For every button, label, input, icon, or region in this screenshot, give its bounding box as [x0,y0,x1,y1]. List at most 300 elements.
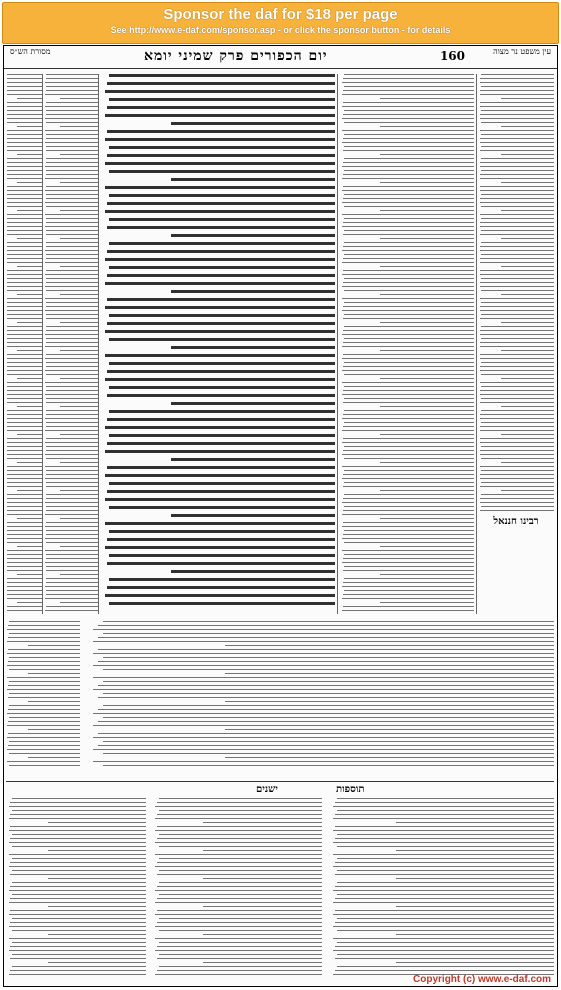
text-line [109,98,335,101]
text-lines [100,74,335,605]
text-line [157,922,322,923]
text-lines [6,621,80,766]
text-line [9,693,80,694]
text-line [7,594,42,595]
text-line [157,826,322,827]
text-line [105,90,335,93]
text-line [12,810,146,811]
text-line [103,705,554,706]
text-line [45,586,98,587]
text-line [7,290,42,291]
text-line [9,669,80,670]
text-line [337,870,554,871]
text-line [9,842,146,843]
text-line [17,378,42,379]
text-line [7,542,42,543]
text-line [93,665,554,666]
text-line [7,498,42,499]
text-line [480,310,554,311]
text-line [157,946,322,947]
text-line [7,430,42,431]
text-line [333,818,554,819]
text-line [103,681,554,682]
text-line [203,822,322,823]
text-line [46,410,98,411]
text-line [60,490,98,491]
text-line [7,522,42,523]
text-line [46,542,98,543]
text-line [46,102,98,103]
text-line [501,294,554,295]
text-line [7,90,42,91]
text-line [109,506,335,509]
text-line [343,186,474,187]
text-line [501,350,554,351]
text-line [342,250,474,251]
text-line [380,294,475,295]
text-line [10,970,146,971]
text-line [342,478,474,479]
text-line [342,82,474,83]
text-line [8,733,80,734]
text-line [105,210,335,213]
text-line [48,850,146,851]
text-line [157,970,322,971]
text-line [7,665,80,666]
copyright-notice[interactable]: Copyright (c) www.e-daf.com [413,974,551,985]
text-line [333,902,554,903]
text-line [225,757,554,758]
right-margin-notes [478,74,554,614]
text-line [46,438,98,439]
text-line [7,214,42,215]
text-line [7,258,42,259]
text-line [157,874,322,875]
text-line [107,586,335,589]
text-line [7,166,42,167]
text-line [45,430,98,431]
text-line [46,486,98,487]
text-line [7,653,80,654]
text-line [7,562,42,563]
text-line [109,554,335,557]
text-line [481,446,554,447]
text-line [7,298,42,299]
rabbeinu-chananel-header: רבינו חננאל [493,516,539,527]
text-line [107,154,335,157]
text-line [344,122,474,123]
text-line [7,442,42,443]
text-line [480,222,554,223]
text-line [10,898,146,899]
text-line [342,190,474,191]
text-line [481,158,554,159]
text-line [46,318,98,319]
text-line [7,122,42,123]
text-line [480,198,554,199]
text-line [344,422,474,423]
text-line [93,725,554,726]
text-line [501,98,554,99]
text-line [159,810,322,811]
text-line [7,474,42,475]
text-line [344,194,474,195]
sponsor-subtitle[interactable]: See http://www.e-daf.com/sponsor.asp - or click the sponsor button - for details [110,25,451,35]
text-lines [152,798,322,975]
text-line [342,130,474,131]
text-line [337,942,554,943]
text-line [343,162,474,163]
text-line [343,510,474,511]
text-line [28,729,80,730]
text-line [155,938,322,939]
text-line [155,830,322,831]
text-line [93,713,554,714]
lower-left-commentary [6,621,80,771]
text-line [46,362,98,363]
text-line [109,338,335,341]
text-line [343,366,474,367]
text-line [7,554,42,555]
text-line [107,250,335,253]
text-line [171,234,336,237]
text-line [46,530,98,531]
text-line [480,82,554,83]
text-line [9,974,146,975]
text-line [481,242,554,243]
text-line [155,842,322,843]
text-line [344,530,474,531]
text-line [45,538,98,539]
text-line [46,242,98,243]
text-line [7,418,42,419]
text-line [46,110,98,111]
text-line [481,134,554,135]
text-lines [339,74,474,611]
text-line [17,98,42,99]
text-line [7,530,42,531]
text-line [335,946,554,947]
text-line [107,490,335,493]
text-line [9,938,146,939]
text-line [342,286,474,287]
text-line [46,194,98,195]
text-line [8,625,80,626]
text-line [335,862,554,863]
page-title: יום הכפורים פרק שמיני יומא [144,48,328,64]
text-line [45,442,98,443]
column-divider [42,74,43,614]
text-line [343,114,474,115]
text-line [396,962,554,963]
text-line [480,246,554,247]
text-line [344,146,474,147]
text-line [481,374,554,375]
text-line [501,182,554,183]
text-line [480,250,554,251]
text-line [9,926,146,927]
text-line [48,878,146,879]
text-line [480,150,554,151]
text-line [109,482,335,485]
text-line [107,562,335,565]
text-line [7,150,42,151]
text-line [46,570,98,571]
text-line [225,701,554,702]
text-line [7,310,42,311]
text-line [46,158,98,159]
text-line [342,466,474,467]
text-line [7,749,80,750]
text-line [105,282,335,285]
text-line [7,242,42,243]
text-line [335,922,554,923]
text-line [7,130,42,131]
text-line [480,334,554,335]
text-line [46,450,98,451]
text-line [333,842,554,843]
text-line [7,398,42,399]
text-line [46,230,98,231]
text-line [171,346,336,349]
text-line [9,830,146,831]
text-line [45,202,98,203]
text-line [98,649,554,650]
text-line [8,661,80,662]
text-line [501,406,554,407]
text-line [343,282,474,283]
text-line [159,870,322,871]
text-line [344,242,474,243]
text-line [46,326,98,327]
text-line [342,142,474,143]
text-line [107,538,335,541]
footer-column [328,798,554,978]
text-line [480,510,554,511]
text-line [7,114,42,115]
text-line [171,290,336,293]
text-line [9,765,80,766]
text-line [60,322,98,323]
text-line [105,138,335,141]
text-line [45,418,98,419]
text-line [105,378,335,381]
text-line [342,334,474,335]
text-line [7,178,42,179]
text-line [105,498,335,501]
text-line [171,570,336,573]
text-line [9,705,80,706]
text-line [109,170,335,173]
text-lines [478,74,554,514]
text-line [155,914,322,915]
column-divider [476,74,477,614]
text-line [46,90,98,91]
footer-column [6,798,146,978]
text-line [46,270,98,271]
text-line [481,458,554,459]
text-line [98,721,554,722]
text-line [159,930,322,931]
text-line [396,878,554,879]
text-lines [44,74,98,611]
text-line [45,382,98,383]
text-line [343,354,474,355]
text-line [45,166,98,167]
text-line [7,606,42,607]
text-line [7,558,42,559]
text-line [480,274,554,275]
text-line [9,950,146,951]
text-line [7,450,42,451]
text-line [109,218,335,221]
text-line [155,806,322,807]
sponsor-banner[interactable] [2,2,559,44]
text-line [46,218,98,219]
text-line [171,402,336,405]
text-line [480,474,554,475]
text-lines [84,621,554,766]
text-line [501,266,554,267]
text-line [342,382,474,383]
text-line [46,306,98,307]
text-line [481,338,554,339]
text-line [103,753,554,754]
text-line [7,278,42,279]
text-line [46,206,98,207]
text-line [225,673,554,674]
column-divider [337,74,338,614]
text-line [343,246,474,247]
text-line [7,390,42,391]
text-line [343,558,474,559]
text-line [342,298,474,299]
text-line [155,902,322,903]
text-line [344,254,474,255]
text-line [155,926,322,927]
text-line [17,574,42,575]
text-line [480,142,554,143]
text-line [10,826,146,827]
text-line [45,370,98,371]
text-line [344,302,474,303]
text-line [481,494,554,495]
text-line [103,765,554,766]
text-line [344,554,474,555]
text-line [333,830,554,831]
text-line [7,218,42,219]
text-line [28,645,80,646]
text-line [343,522,474,523]
text-line [7,482,42,483]
text-line [7,677,80,678]
text-line [98,637,554,638]
text-line [480,438,554,439]
text-line [7,422,42,423]
text-line [225,729,554,730]
text-line [343,78,474,79]
text-line [480,178,554,179]
text-line [10,838,146,839]
text-line [98,625,554,626]
text-line [46,398,98,399]
text-line [46,494,98,495]
text-line [17,490,42,491]
text-line [46,374,98,375]
text-line [46,366,98,367]
text-line [342,310,474,311]
gemara-column [100,74,335,614]
text-line [7,526,42,527]
text-line [159,942,322,943]
text-line [480,442,554,443]
text-line [344,506,474,507]
text-line [7,318,42,319]
text-line [17,546,42,547]
text-line [344,590,474,591]
text-line [9,902,146,903]
text-line [344,446,474,447]
text-line [17,462,42,463]
text-line [105,306,335,309]
text-line [481,314,554,315]
text-line [480,174,554,175]
text-line [46,198,98,199]
text-line [396,906,554,907]
text-line [203,878,322,879]
text-line [7,286,42,287]
text-line [46,354,98,355]
text-line [380,434,475,435]
text-line [17,154,42,155]
text-line [45,274,98,275]
text-line [337,894,554,895]
text-line [344,386,474,387]
footer-column [152,798,322,978]
text-line [333,854,554,855]
text-line [10,862,146,863]
text-line [342,262,474,263]
text-line [7,222,42,223]
text-line [343,486,474,487]
text-line [481,506,554,507]
text-line [12,858,146,859]
text-line [501,210,554,211]
text-line [342,526,474,527]
text-line [60,238,98,239]
text-line [157,910,322,911]
text-line [46,578,98,579]
text-line [105,426,335,429]
text-line [45,502,98,503]
lower-commentary [84,621,554,771]
text-line [480,190,554,191]
page-number: 160 [439,49,465,63]
text-line [337,954,554,955]
text-line [7,246,42,247]
text-line [480,498,554,499]
text-line [93,641,554,642]
text-line [480,202,554,203]
text-line [343,174,474,175]
sponsor-title[interactable]: Sponsor the daf for $18 per page [163,6,398,23]
text-line [93,653,554,654]
text-line [7,641,80,642]
text-line [46,554,98,555]
text-line [10,802,146,803]
text-line [380,518,475,519]
text-line [46,506,98,507]
